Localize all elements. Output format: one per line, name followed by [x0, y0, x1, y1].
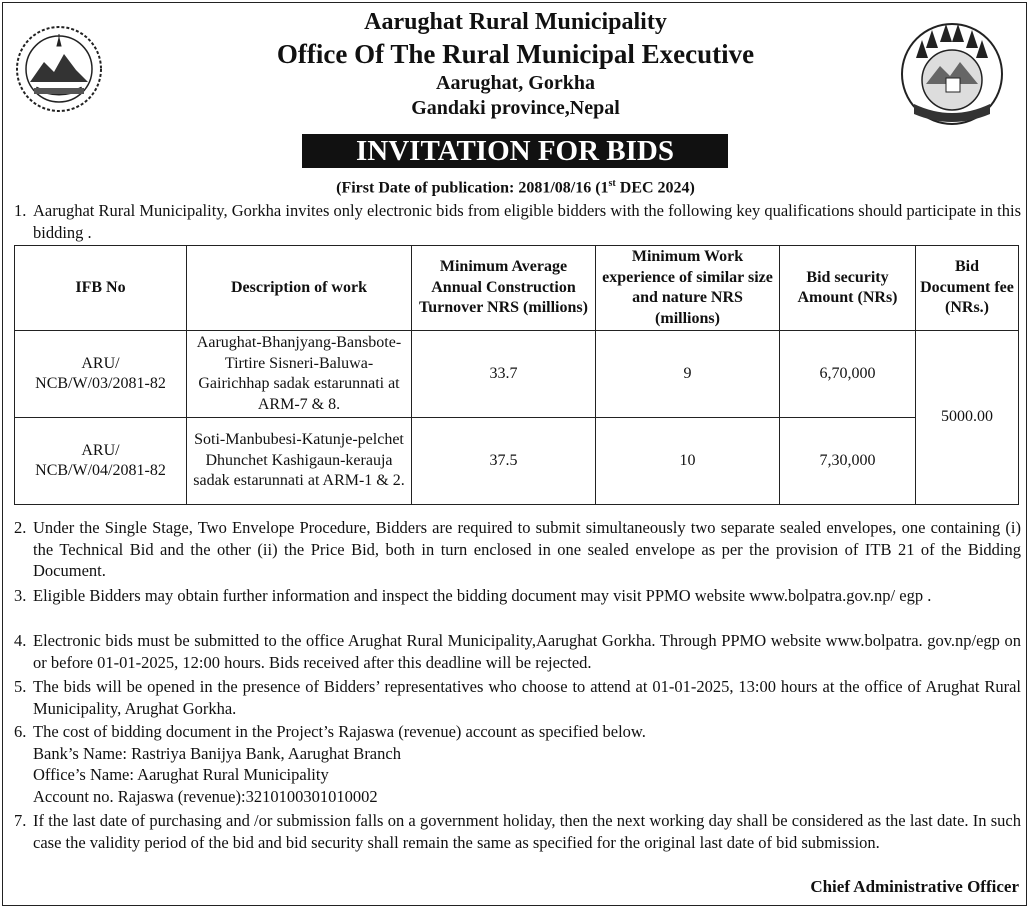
clause-4: 4. Electronic bids must be submitted to the office Arughat Rural Municipality,Aarughat Gorkha. Through PPMO website www.bolpatra. gov.np/egp on or before 01-01-2025, 12:00 hours. Bids received after this deadline will be rejected.: [14, 631, 1021, 672]
address-line-2: Gandaki province,Nepal: [411, 97, 620, 119]
experience-cell: 9: [596, 331, 780, 418]
document-fee-cell: 5000.00: [916, 331, 1019, 505]
clause-7: 7. If the last date of purchasing and /or submission falls on a government holiday, then the next working day shall be considered as the last date. In such case the validity period of the bid and bid security shall remain the same as specified for the original last date of bid submission.: [14, 811, 1021, 852]
turnover-cell: 33.7: [412, 331, 596, 418]
bid-table: [14, 245, 1019, 505]
publication-date: (First Date of publication: 2081/08/16 (1st DEC 2024): [336, 178, 695, 197]
notice-title: INVITATION FOR BIDS: [302, 134, 728, 168]
table-row: [15, 331, 1019, 418]
municipality-name: Aarughat Rural Municipality: [364, 9, 667, 35]
clause-3: 3. Eligible Bidders may obtain further information and inspect the bidding document may visit PPMO website www.bolpatra.gov.np/ egp .: [14, 586, 932, 605]
notice-header: [0, 8, 1031, 121]
office-name: Office Of The Rural Municipal Executive: [276, 39, 755, 69]
column-header: Bid Document fee (NRs.): [916, 246, 1019, 331]
clause-1: 1. Aarughat Rural Municipality, Gorkha invites only electronic bids from eligible bidders with the following key qualifications should participate in this bidding .: [14, 201, 1021, 242]
table-header-row: [15, 246, 1019, 331]
clause-2: 2. Under the Single Stage, Two Envelope Procedure, Bidders are required to submit simultaneously two separate sealed envelopes, one containing (i) the Technical Bid and the other (ii) the Price Bid, both in turn enclosed in one sealed envelope as per the provision of ITB 21 of the Bidding Document.: [14, 518, 1021, 580]
column-header: Bid security Amount (NRs): [780, 246, 916, 331]
account-number: Account no. Rajaswa (revenue):3210100301010002: [33, 786, 378, 806]
office-account-name: Office’s Name: Aarughat Rural Municipality: [33, 765, 329, 784]
bank-name: Bank’s Name: Rastriya Banijya Bank, Aarughat Branch: [33, 743, 401, 763]
address-line-1: Aarughat, Gorkha: [436, 72, 595, 94]
column-header: IFB No: [15, 246, 187, 331]
column-header: Minimum Average Annual Construction Turnover NRS (millions): [412, 246, 596, 331]
experience-cell: 10: [596, 418, 780, 505]
clause-5: 5. The bids will be opened in the presence of Bidders’ representatives who choose to attend at 01-01-2025, 13:00 hours at the office of Arughat Rural Municipality, Arughat Gorkha.: [14, 677, 1021, 718]
clause-6: 6. The cost of bidding document in the Project’s Rajaswa (revenue) account as specified below. Bank’s Name: Rastriya Banijya Bank, Aarughat Branch Office’s Name: Aarughat Rural Municipality Account no. Rajaswa (revenue):3210100301010002: [14, 721, 1021, 807]
ifb-number-cell: ARU/ NCB/W/04/2081-82: [15, 418, 187, 505]
turnover-cell: 37.5: [412, 418, 596, 505]
bid-security-cell: 7,30,000: [780, 418, 916, 505]
column-header: Minimum Work experience of similar size and nature NRS (millions): [596, 246, 780, 331]
ifb-number-cell: ARU/ NCB/W/03/2081-82: [15, 331, 187, 418]
bid-security-cell: 6,70,000: [780, 331, 916, 418]
description-cell: Soti-Manbubesi-Katunje-pelchet Dhunchet Kashigaun-kerauja sadak estarunnati at ARM-1 & 2.: [187, 418, 412, 505]
column-header: Description of work: [187, 246, 412, 331]
signatory-title: Chief Administrative Officer: [810, 877, 1019, 896]
description-cell: Aarughat-Bhanjyang-Bansbote-Tirtire Sisneri-Baluwa-Gairichhap sadak estarunnati at ARM-7 & 8.: [187, 331, 412, 418]
table-row: [15, 418, 1019, 505]
